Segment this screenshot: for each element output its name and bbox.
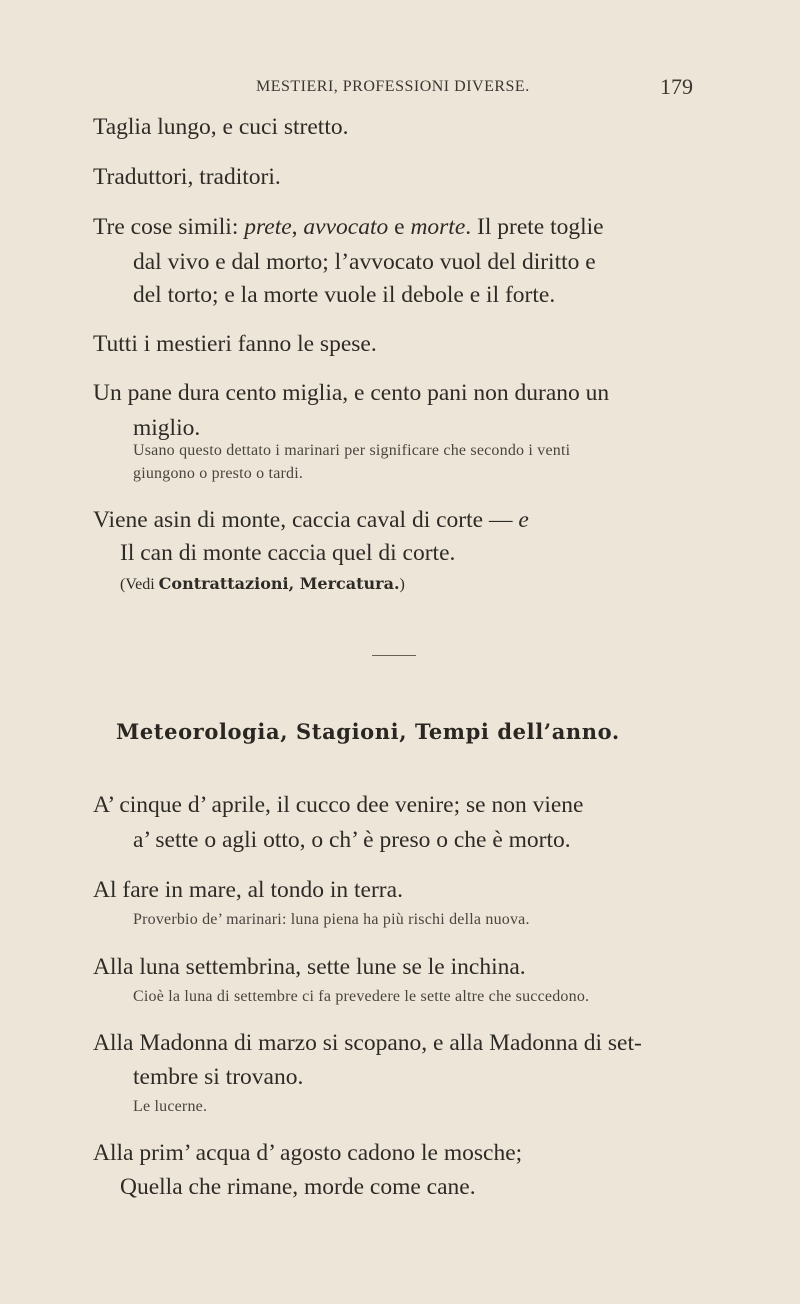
proverb-cinque-aprile-line2: a’ sette o agli otto, o ch’ è preso o che è morto. [133, 827, 571, 853]
proverb-prim-acqua-line2: Quella che rimane, morde come cane. [120, 1174, 476, 1200]
note-un-pane-line2: giungono o presto o tardi. [133, 465, 304, 482]
section-heading: Meteorologia, Stagioni, Tempi dell’anno. [116, 719, 620, 744]
proverb-prim-acqua-line1: Alla prim’ acqua d’ agosto cadono le mosche; [93, 1140, 523, 1166]
proverb-tutti-i-mestieri: Tutti i mestieri fanno le spese. [93, 331, 377, 357]
proverb-un-pane-line2: miglio. [133, 415, 201, 441]
proverb-tre-cose-line3: del torto; e la morte vuole il debole e il forte. [133, 282, 556, 308]
note-un-pane-line1: Usano questo dettato i marinari per significare che secondo i venti [133, 442, 571, 459]
cross-reference: (Vedi Contrattazioni, Mercatura.) [120, 574, 405, 593]
proverb-luna-settembrina: Alla luna settembrina, sette lune se le inchina. [93, 954, 526, 980]
note-al-fare-in-mare: Proverbio de’ marinari: luna piena ha più rischi della nuova. [133, 911, 530, 928]
proverb-taglia-lungo: Taglia lungo, e cuci stretto. [93, 114, 349, 140]
note-madonna: Le lucerne. [133, 1098, 208, 1115]
proverb-viene-asin-line2: Il can di monte caccia quel di corte. [120, 540, 456, 566]
proverb-tre-cose-line1: Tre cose simili: prete, avvocato e morte. Il prete toglie [93, 214, 604, 240]
section-divider [372, 655, 416, 656]
proverb-madonna-line2: tembre si trovano. [133, 1064, 304, 1090]
proverb-al-fare-in-mare: Al fare in mare, al tondo in terra. [93, 877, 403, 903]
proverb-cinque-aprile-line1: A’ cinque d’ aprile, il cucco dee venire; se non viene [93, 792, 584, 818]
cross-reference-links: Contrattazioni, Mercatura. [158, 574, 400, 593]
page-number: 179 [660, 74, 693, 99]
proverb-traduttori: Traduttori, traditori. [93, 164, 281, 190]
running-header: MESTIERI, PROFESSIONI DIVERSE. [256, 78, 530, 95]
proverb-madonna-line1: Alla Madonna di marzo si scopano, e alla Madonna di set- [93, 1030, 642, 1056]
proverb-tre-cose-line2: dal vivo e dal morto; l’avvocato vuol del diritto e [133, 249, 596, 275]
note-luna-settembrina: Cioè la luna di settembre ci fa prevedere le sette altre che succedono. [133, 988, 590, 1005]
proverb-un-pane-line1: Un pane dura cento miglia, e cento pani non durano un [93, 380, 610, 406]
proverb-viene-asin-line1: Viene asin di monte, caccia caval di corte — e [93, 507, 529, 533]
